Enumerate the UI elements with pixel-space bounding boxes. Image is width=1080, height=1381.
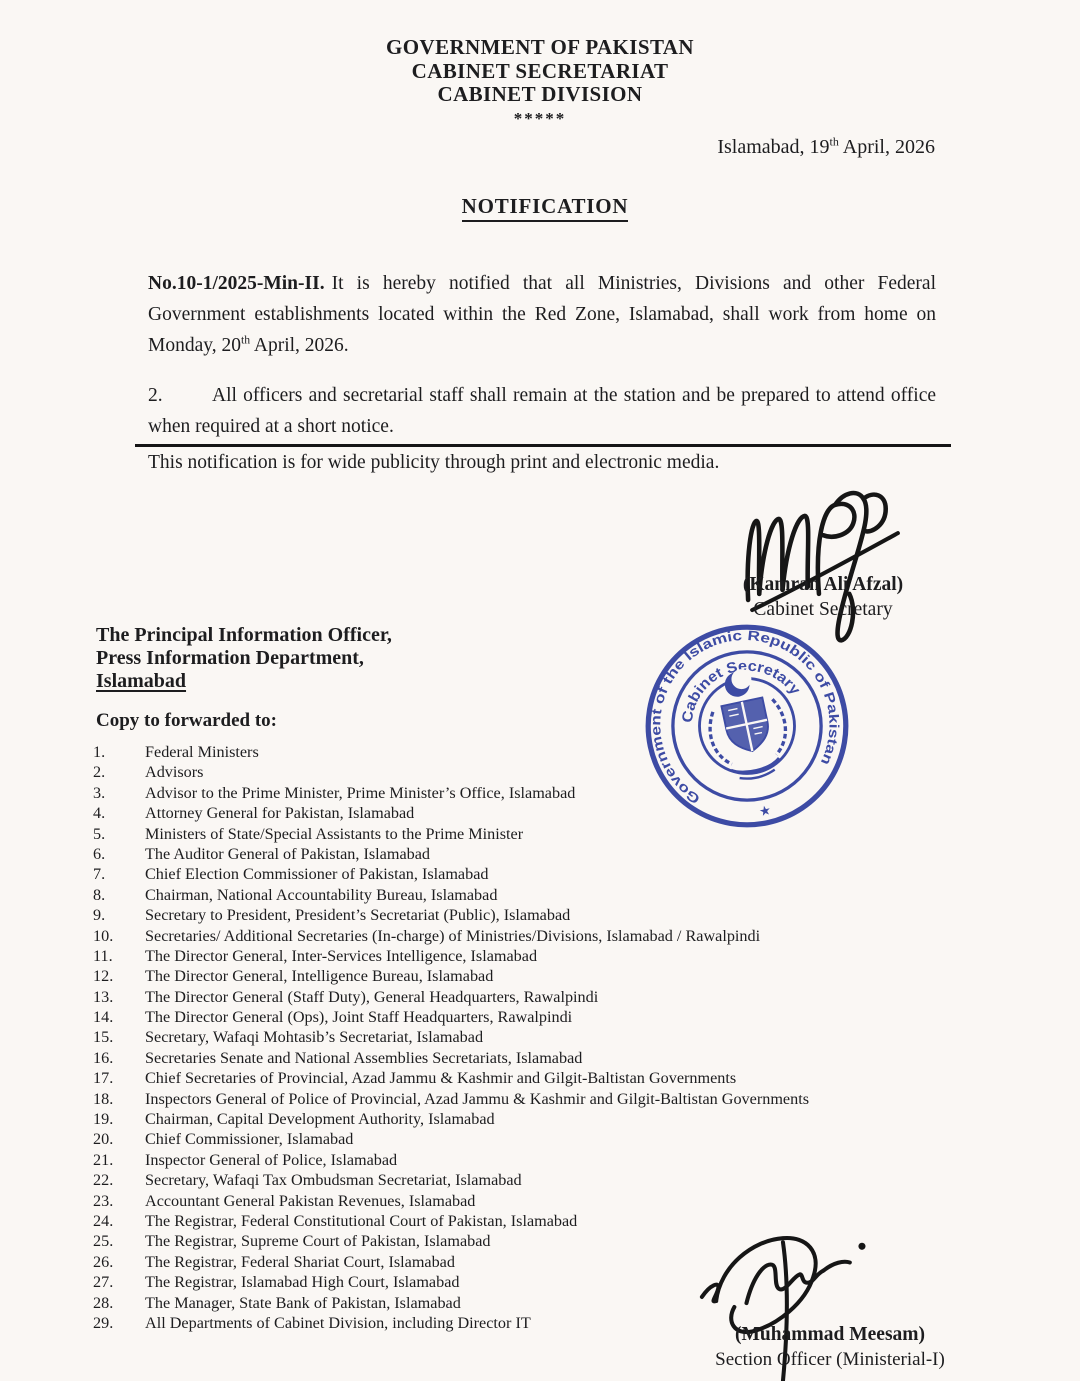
recipient-number: 6. [93,844,106,863]
dateline-ordinal: th [829,134,839,149]
publicity-note: This notification is for wide publicity through print and electronic media. [148,452,720,473]
recipient-number: 26. [93,1252,114,1271]
letterhead-line-1: GOVERNMENT OF PAKISTAN [386,35,694,59]
recipient-row [93,1048,963,1068]
paragraph-2 [148,380,936,442]
recipient-number: 1. [93,743,106,761]
recipient-number: 23. [93,1191,114,1210]
horizontal-rule [135,444,951,447]
recipient-row [93,1068,963,1088]
dateline [717,136,935,159]
recipient-number: 20. [93,1130,114,1149]
recipient-number: 7. [93,865,106,884]
recipient-text: Advisors [145,763,204,782]
paragraph-2-text: All officers and secretarial staff shall remain at the station and be prepared to attend office when required at a short notice. [148,384,936,437]
recipient-text: Chairman, National Accountability Bureau, Islamabad [145,885,498,904]
recipient-text: Ministers of State/Special Assistants to the Prime Minister [145,824,524,843]
addressee-line-1: The Principal Information Officer, [96,624,392,646]
recipient-text: Secretary to President, President’s Secretariat (Public), Islamabad [145,906,571,925]
recipient-text: All Departments of Cabinet Division, including Director IT [145,1313,531,1332]
recipient-text: Secretary, Wafaqi Mohtasib’s Secretariat, Islamabad [145,1028,484,1047]
recipient-row [93,905,963,925]
recipient-text: Federal Ministers [145,743,259,761]
letterhead [0,36,1080,129]
official-seal-stamp [633,612,861,840]
recipient-number: 17. [93,1069,114,1088]
recipient-row [93,987,963,1007]
recipient-text: The Registrar, Federal Shariat Court, Islamabad [145,1252,455,1271]
recipient-number: 28. [93,1293,114,1312]
notification-reference-number: No.10-1/2025-Min-II. [148,272,325,294]
recipient-row [93,844,963,864]
recipient-number: 11. [93,946,113,965]
copy-to-heading: Copy to forwarded to: [96,710,278,731]
recipient-number: 25. [93,1232,114,1251]
recipient-text: Attorney General for Pakistan, Islamabad [145,804,415,823]
recipient-row [93,1089,963,1109]
recipient-number: 10. [93,926,114,945]
recipient-text: The Registrar, Federal Constitutional Court of Pakistan, Islamabad [145,1211,578,1230]
recipient-number: 22. [93,1171,114,1190]
section-officer-block [705,1322,955,1372]
document-title: NOTIFICATION [462,194,629,222]
dateline-prefix: Islamabad, 19 [717,136,830,158]
recipient-row [93,966,963,986]
recipient-text: Chief Election Commissioner of Pakistan, Islamabad [145,865,489,884]
recipient-text: Chairman, Capital Development Authority, Islamabad [145,1110,495,1129]
stamp-shield-icon [721,697,772,755]
recipient-number: 12. [93,967,114,986]
recipient-text: The Registrar, Supreme Court of Pakistan, Islamabad [145,1232,491,1251]
recipient-number: 24. [93,1211,114,1230]
recipient-text: Advisor to the Prime Minister, Prime Minister’s Office, Islamabad [145,783,576,802]
recipient-number: 21. [93,1150,114,1169]
recipient-text: The Manager, State Bank of Pakistan, Islamabad [145,1293,461,1312]
recipient-text: Secretaries/ Additional Secretaries (In-charge) of Ministries/Divisions, Islamabad / Rawalpindi [145,926,761,945]
signatory-title: Cabinet Secretary [753,599,893,620]
signatory-name: (Kamran Ali Afzal) [742,574,904,595]
addressee-block [96,624,392,693]
paragraph-1-ordinal: th [240,333,251,346]
recipient-number: 5. [93,824,106,843]
recipient-text: Inspectors General of Police of Provincial, Azad Jammu & Kashmir and Gilgit-Baltistan Governments [145,1089,809,1108]
paragraph-2-number: 2. [148,384,163,406]
recipient-row [93,1170,963,1190]
recipient-number: 14. [93,1008,114,1027]
recipient-text: The Director General, Inter-Services Intelligence, Islamabad [145,946,538,965]
recipient-number: 19. [93,1110,114,1129]
recipient-row [93,1109,963,1129]
recipient-number: 13. [93,987,114,1006]
recipient-row [93,864,963,884]
stamp-star-icon: ★ [757,802,773,820]
recipient-number: 15. [93,1028,114,1047]
recipient-row [93,1007,963,1027]
paragraph-1-text: It is hereby notified that all Ministries, Divisions and other Federal Government establishments located within the Red Zone, Islamabad, shall work from home on Monday, 20 [148,272,936,356]
recipient-number: 18. [93,1089,114,1108]
letterhead-separator-stars: ***** [513,108,567,128]
addressee-line-2: Press Information Department, [96,647,364,669]
stamp-inner-text: Cabinet Secretary [679,658,803,724]
recipient-text: The Auditor General of Pakistan, Islamabad [145,844,430,863]
recipient-text: Accountant General Pakistan Revenues, Islamabad [145,1191,476,1210]
recipient-row [93,1150,963,1170]
recipient-number: 27. [93,1273,114,1292]
recipient-row [93,1129,963,1149]
recipient-text: Inspector General of Police, Islamabad [145,1150,398,1169]
recipient-text: The Director General, Intelligence Bureau, Islamabad [145,967,494,986]
recipient-number: 4. [93,804,106,823]
letterhead-line-2: CABINET SECRETARIAT [411,58,669,83]
dateline-suffix: April, 2026 [838,136,935,158]
recipient-number: 16. [93,1048,114,1067]
recipient-row [93,1191,963,1211]
paragraph-1-text-end: April, 2026. [250,334,349,356]
recipient-row [93,926,963,946]
recipient-row [93,1027,963,1047]
recipient-text: Chief Commissioner, Islamabad [145,1130,354,1149]
recipient-text: The Director General (Ops), Joint Staff Headquarters, Rawalpindi [145,1008,573,1027]
recipient-text: The Director General (Staff Duty), General Headquarters, Rawalpindi [145,987,599,1006]
recipient-number: 2. [93,763,106,782]
paragraph-notification-body [148,268,936,361]
stamp-outer-text: Government of the Islamic Republic of Pakistan [648,627,842,807]
recipient-text: Secretary, Wafaqi Tax Ombudsman Secretariat, Islamabad [145,1171,522,1190]
recipient-text: The Registrar, Islamabad High Court, Islamabad [145,1273,460,1292]
letterhead-line-3: CABINET DIVISION [437,82,643,106]
recipient-number: 9. [93,906,106,925]
recipient-text: Chief Secretaries of Provincial, Azad Jammu & Kashmir and Gilgit-Baltistan Governments [145,1069,737,1088]
section-officer-title: Section Officer (Ministerial-I) [715,1349,945,1370]
document-title-wrap [0,194,1080,222]
recipient-row [93,946,963,966]
recipient-number: 8. [93,885,106,904]
recipient-number: 29. [93,1313,114,1332]
recipient-number: 3. [93,783,106,802]
addressee-city: Islamabad [96,670,187,692]
recipient-row [93,885,963,905]
section-officer-name: (Muhammad Meesam) [734,1324,926,1345]
recipient-text: Secretaries Senate and National Assemblies Secretariats, Islamabad [145,1048,583,1067]
